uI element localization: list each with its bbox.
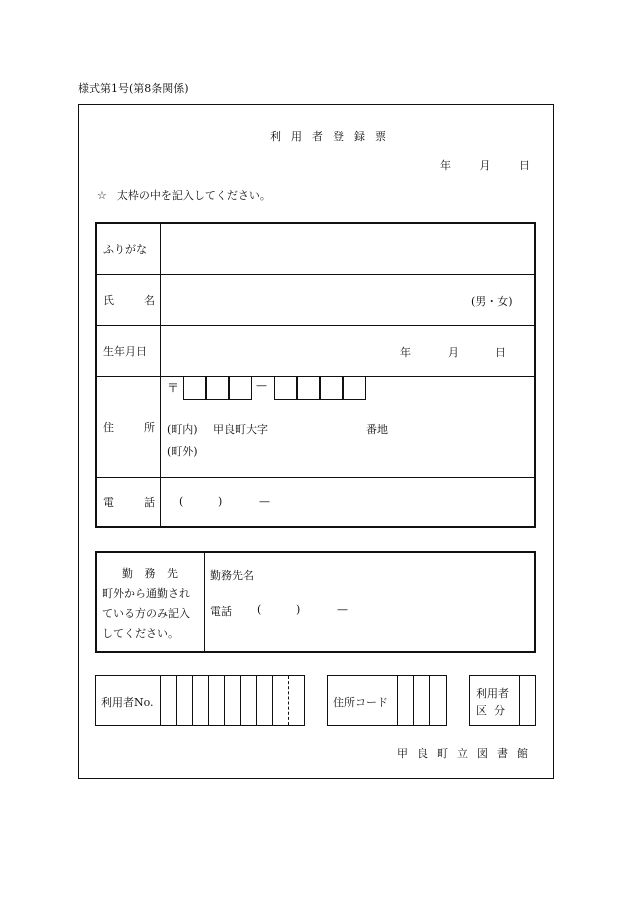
postal-dash: — [256,379,267,392]
submission-date[interactable] [440,157,530,173]
workplace-title: 勤 務 先 [122,567,182,580]
phone-row[interactable] [97,478,534,526]
birthdate-label: 生年月日 [103,345,147,358]
birth-day-label: 日 [495,346,506,359]
workplace-phone-paren-close: ) [296,603,301,616]
postal-digit-box[interactable] [183,377,206,400]
postal-digit-box[interactable] [297,377,320,400]
user-class-label-2: 区 分 [476,704,505,717]
birth-year-label: 年 [400,346,411,359]
instruction [97,187,271,203]
banchi-label: 番地 [366,423,388,436]
date-month-label: 月 [479,159,491,172]
workplace-name-label[interactable]: 勤務先名 [210,569,254,582]
name-label-b: 名 [144,294,155,307]
star-icon: ☆ [97,189,107,202]
in-town-label: (町内) [167,423,198,436]
postal-digit-box[interactable] [229,377,252,400]
birthdate-row[interactable] [97,326,534,377]
phone-paren-open: ( [179,495,184,508]
user-number-box[interactable] [95,675,305,726]
form-number: 様式第1号(第8条関係) [78,82,189,95]
phone-dash: — [259,495,270,508]
address-code-box[interactable] [327,675,447,726]
address-code-label: 住所コード [333,696,388,709]
birth-month-label: 月 [448,346,459,359]
user-number-label: 利用者No. [101,696,154,709]
workplace-box [95,551,536,653]
library-name: 甲良町立図書館 [397,747,537,760]
out-town-label: (町外) [167,445,198,458]
workplace-phone-dash: — [337,603,348,616]
workplace-label-cell [97,553,205,651]
furigana-label: ふりがな [103,243,147,256]
workplace-phone-paren-open: ( [257,603,262,616]
postal-digit-box[interactable] [320,377,343,400]
phone-label-a: 電 [103,496,114,509]
form-title: 利用者登録票 [270,130,396,143]
furigana-row[interactable] [97,224,534,275]
phone-paren-close: ) [218,495,223,508]
workplace-note-line: ている方のみ記入 [102,607,190,620]
workplace-note-line: 町外から通勤され [102,587,190,600]
instruction-text: 太枠の中を記入してください。 [116,189,271,202]
date-day-label: 日 [519,159,530,172]
applicant-info-box [95,222,536,528]
user-class-box[interactable] [469,675,536,726]
workplace-phone-label[interactable]: 電話 [210,605,232,618]
address-label-b: 所 [144,421,155,434]
gender-choice[interactable]: (男・女) [471,295,513,308]
name-row[interactable] [97,275,534,326]
address-label-a: 住 [103,421,114,434]
postal-digit-box[interactable] [343,377,366,400]
name-label-a: 氏 [103,294,114,307]
user-class-label-1: 利用者 [476,687,509,700]
postal-mark-icon: 〒 [167,381,180,395]
date-year-label: 年 [440,159,451,172]
postal-digit-box[interactable] [274,377,297,400]
workplace-note-line: してください。 [102,627,179,640]
postal-digit-box[interactable] [206,377,229,400]
phone-label-b: 話 [144,496,155,509]
address-row[interactable] [97,377,534,478]
in-town-address: 甲良町大字 [213,423,268,436]
